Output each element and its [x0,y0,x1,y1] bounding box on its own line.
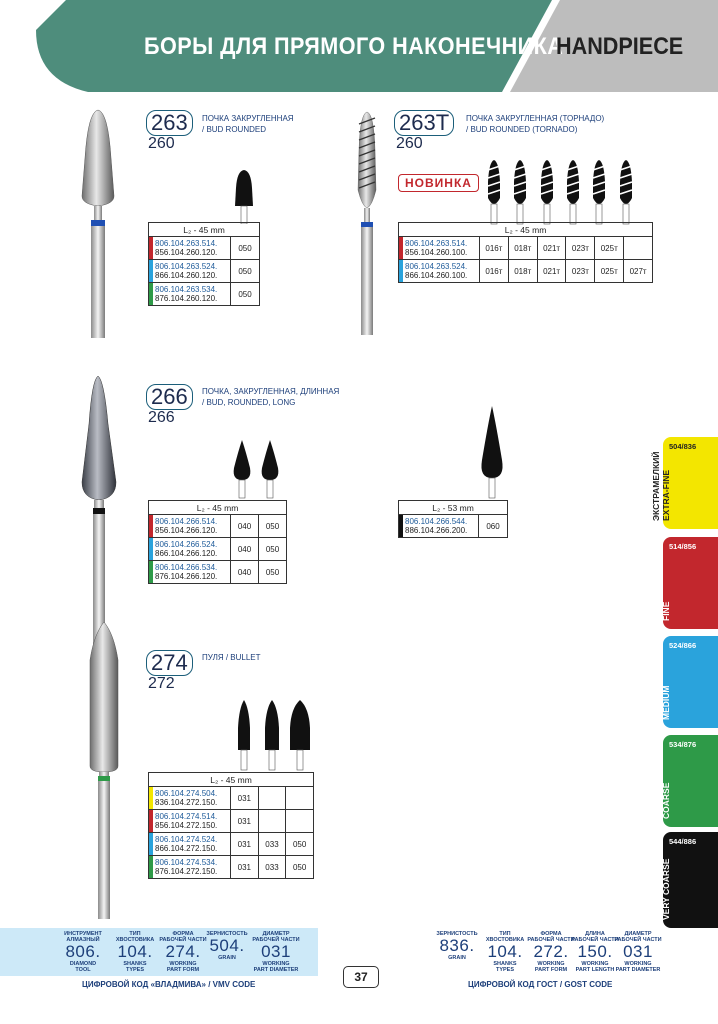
table-row [149,538,287,561]
diameter-cell: 021т [537,237,566,260]
table-row [399,515,508,538]
diameter-cell: 021т [537,260,566,283]
tab-code: 534/876 [669,740,697,749]
diameter-cell: 050 [259,538,287,561]
tab-code: 514/856 [669,542,697,551]
spec-table-263t [398,222,653,283]
desc-en: / BUD ROUNDED (TORNADO) [466,125,578,134]
diameter-cell: 040 [231,561,259,584]
gost-code: 856.104.260.120. [155,248,218,257]
grain-tab-medium[interactable]: 524/866 СРЕДНИЙ MEDIUM [663,636,718,728]
diameter-cell: 031 [231,856,259,879]
vmv-code: 806.104.274.534. [155,858,218,867]
gost-code: 866.104.260.100. [405,271,468,280]
page-number: 37 [343,966,379,988]
gost-code: 876.104.260.120. [155,294,218,303]
gost-code: 866.104.260.120. [155,271,218,280]
gost-code: 876.104.266.120. [155,572,218,581]
banner-title-en: HANDPIECE [556,33,684,60]
table-row [399,237,653,260]
vmv-code: 806.104.263.514. [405,239,468,248]
vmv-code-legend [0,928,318,976]
diameter-cell: 023т [566,237,595,260]
vmv-code: 806.104.263.524. [155,262,218,271]
table-row [149,561,287,584]
diameter-cell: 060 [479,515,508,538]
product-subcode-266: 266 [148,409,175,426]
diameter-cell: 018т [508,237,537,260]
desc-ru: ПОЧКА ЗАКРУГЛЕННАЯ (ТОРНАДО) [466,114,605,123]
desc-en: / BULLET [225,653,261,662]
gost-code: 856.104.266.120. [155,526,218,535]
legend-column: ЗЕРНИСТОСТЬ 504. GRAIN [206,931,248,961]
legend-column: ДИАМЕТР РАБОЧЕЙ ЧАСТИ 031 WORKING PART DIAMETER [252,931,300,973]
product-desc-266 [202,386,339,408]
desc-ru: ПУЛЯ [202,653,224,662]
diameter-cell: 023т [566,260,595,283]
diameter-cell: 025т [595,260,624,283]
grain-tab-coarse[interactable]: 534/876 ГРУБЫЙ COARSE [663,735,718,827]
bur-image-263 [78,108,118,338]
legend-column: ДИАМЕТР РАБОЧЕЙ ЧАСТИ 031 WORKING PART DIAMETER [614,931,662,973]
new-badge: НОВИНКА [398,174,479,192]
diameter-cell [286,787,314,810]
gost-code: 856.104.272.150. [155,821,218,830]
desc-ru: ПОЧКА, ЗАКРУГЛЕННАЯ, ДЛИННАЯ [202,387,340,396]
diameter-cell: 050 [259,561,287,584]
legend-column: ЗЕРНИСТОСТЬ 836. GRAIN [436,931,478,961]
shape-silhouette-266-long [478,404,508,500]
table-row [149,856,314,879]
shape-silhouettes-263t [482,158,644,226]
gost-code-caption: ЦИФРОВОЙ КОД ГОСТ / GOST CODE [468,980,613,989]
diameter-cell [624,237,653,260]
table-row [149,237,260,260]
diameter-cell: 031 [231,833,259,856]
table-row [149,283,260,306]
vmv-code: 806.104.266.524. [155,540,218,549]
spec-table-266-long [398,500,508,538]
product-subcode-274: 272 [148,675,175,692]
spec-table-266 [148,500,287,584]
tab-code: 504/836 [669,442,697,451]
diameter-cell: 040 [231,515,259,538]
desc-en: / BUD ROUNDED [202,125,267,134]
bur-image-274 [84,620,124,920]
diameter-cell: 033 [258,856,286,879]
diameter-cell: 031 [231,810,259,833]
legend-column: ТИП ХВОСТОВИКА 104. SHANKS TYPES [115,931,155,973]
shape-silhouettes-274 [232,698,312,772]
table-header: L₂ - 45 mm [149,223,260,237]
gost-code: 866.104.272.150. [155,844,218,853]
product-subcode-263t: 260 [396,135,423,152]
product-code-266: 266 [146,384,193,410]
gost-code-legend [432,928,664,976]
grain-tab-extra-fine[interactable]: 504/836 ЭКСТРАМЕЛКИЙ EXTRA-FINE [663,437,718,529]
diameter-cell: 040 [231,538,259,561]
desc-ru: ПОЧКА ЗАКРУГЛЕННАЯ [202,114,294,123]
shape-silhouettes-266 [230,438,286,500]
vmv-code: 806.104.274.504. [155,789,218,798]
diameter-cell: 025т [595,237,624,260]
tab-code: 524/866 [669,641,697,650]
bur-image-266 [78,374,122,644]
banner-title-ru: БОРЫ ДЛЯ ПРЯМОГО НАКОНЕЧНИКА [144,33,564,60]
diameter-cell: 016т [480,260,509,283]
diameter-cell: 050 [231,283,260,306]
diameter-cell: 031 [231,787,259,810]
product-desc-263 [202,113,294,135]
product-desc-274 [202,652,261,663]
vmv-code: 806.104.263.524. [405,262,468,271]
product-code-263: 263 [146,110,193,136]
diameter-cell: 018т [508,260,537,283]
legend-column: ФОРМА РАБОЧЕЙ ЧАСТИ 274. WORKING PART FORM [159,931,207,973]
vmv-code: 806.104.274.514. [155,812,218,821]
spec-table-263 [148,222,260,306]
tab-code: 544/886 [669,837,697,846]
diameter-cell: 050 [286,856,314,879]
diameter-cell: 050 [259,515,287,538]
vmv-code-caption: ЦИФРОВОЙ КОД «ВЛАДМИВА» / VMV CODE [82,980,256,989]
vmv-code: 806.104.266.544. [405,517,468,526]
table-header: L₂ - 45 mm [149,773,314,787]
shape-silhouette-263 [232,168,256,224]
vmv-code: 806.104.263.534. [155,285,218,294]
gost-code: 886.104.266.200. [405,526,468,535]
legend-column: ФОРМА РАБОЧЕЙ ЧАСТИ 272. WORKING PART FORM [527,931,575,973]
diameter-cell: 033 [258,833,286,856]
gost-code: 876.104.272.150. [155,867,218,876]
diameter-cell [258,810,286,833]
product-code-274: 274 [146,650,193,676]
table-header: L₂ - 45 mm [399,223,653,237]
vmv-code: 806.104.263.514. [155,239,218,248]
grain-tab-very-coarse[interactable]: 544/886 ОЧЕНЬ ГРУБЫЙ VERY COARSE [663,832,718,928]
gost-code: 836.104.272.150. [155,798,218,807]
product-code-263t: 263T [394,110,454,136]
diameter-cell [258,787,286,810]
diameter-cell: 016т [480,237,509,260]
table-row [149,833,314,856]
vmv-code: 806.104.274.524. [155,835,218,844]
product-desc-263t [466,113,604,135]
gost-code: 856.104.260.100. [405,248,468,257]
product-subcode-263: 260 [148,135,175,152]
diameter-cell: 050 [231,237,260,260]
table-row [149,787,314,810]
table-row [149,810,314,833]
bur-image-263t [352,110,382,335]
desc-en: / BUD, ROUNDED, LONG [202,398,296,407]
diameter-cell: 050 [231,260,260,283]
legend-column: ТИП ХВОСТОВИКА 104. SHANKS TYPES [485,931,525,973]
legend-column: ИНСТРУМЕНТ АЛМАЗНЫЙ 806. DIAMOND TOOL [64,931,102,973]
table-header: L₂ - 45 mm [149,501,287,515]
vmv-code: 806.104.266.514. [155,517,218,526]
header-banner [36,0,718,92]
table-row [149,515,287,538]
diameter-cell [286,810,314,833]
table-header: L₂ - 53 mm [399,501,508,515]
table-row [399,260,653,283]
gost-code: 866.104.266.120. [155,549,218,558]
diameter-cell: 027т [624,260,653,283]
table-row [149,260,260,283]
vmv-code: 806.104.266.534. [155,563,218,572]
legend-column: ДЛИНА РАБОЧЕЙ ЧАСТИ 150. WORKING PART LENGTH [571,931,619,973]
diameter-cell: 050 [286,833,314,856]
grain-tab-fine[interactable]: 514/856 МЕЛКИЙ FINE [663,537,718,629]
spec-table-274 [148,772,314,879]
